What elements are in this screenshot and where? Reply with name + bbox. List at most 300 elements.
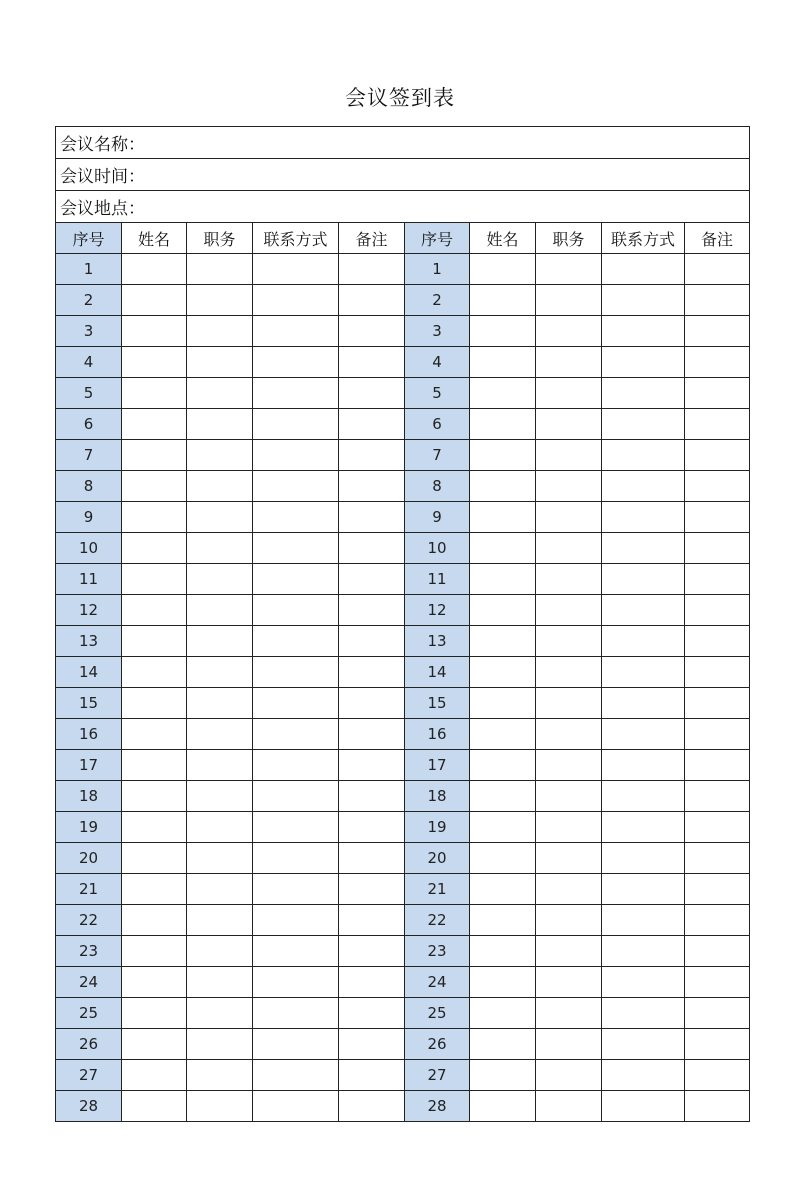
remarks-cell-right[interactable] xyxy=(685,595,750,626)
remarks-cell-left[interactable] xyxy=(339,688,405,719)
contact-cell-right[interactable] xyxy=(602,626,685,657)
position-cell-right[interactable] xyxy=(536,1060,602,1091)
seq-cell-right: 4 xyxy=(405,347,470,378)
table-row xyxy=(56,254,750,285)
position-cell-right[interactable] xyxy=(536,440,602,471)
seq-cell-right: 17 xyxy=(405,750,470,781)
position-cell-right[interactable] xyxy=(536,285,602,316)
name-cell-right[interactable] xyxy=(470,719,536,750)
name-cell-left[interactable] xyxy=(122,440,187,471)
seq-cell-left: 28 xyxy=(56,1091,122,1122)
name-cell-left[interactable] xyxy=(122,254,187,285)
contact-cell-left[interactable] xyxy=(253,533,339,564)
remarks-cell-left[interactable] xyxy=(339,812,405,843)
position-cell-right[interactable] xyxy=(536,471,602,502)
contact-cell-left[interactable] xyxy=(253,254,339,285)
remarks-cell-left[interactable] xyxy=(339,967,405,998)
position-cell-right[interactable] xyxy=(536,905,602,936)
contact-cell-right[interactable] xyxy=(602,843,685,874)
name-cell-right[interactable] xyxy=(470,905,536,936)
name-cell-left[interactable] xyxy=(122,502,187,533)
name-cell-right[interactable] xyxy=(470,936,536,967)
table-row xyxy=(56,1060,750,1091)
contact-cell-left[interactable] xyxy=(253,502,339,533)
position-cell-left[interactable] xyxy=(187,564,253,595)
seq-cell-right: 20 xyxy=(405,843,470,874)
position-cell-left[interactable] xyxy=(187,254,253,285)
name-cell-left[interactable] xyxy=(122,688,187,719)
name-cell-left[interactable] xyxy=(122,1060,187,1091)
remarks-cell-right[interactable] xyxy=(685,626,750,657)
remarks-cell-left[interactable] xyxy=(339,502,405,533)
contact-cell-left[interactable] xyxy=(253,750,339,781)
remarks-cell-left[interactable] xyxy=(339,254,405,285)
position-cell-right[interactable] xyxy=(536,409,602,440)
table-row xyxy=(56,781,750,812)
contact-cell-left[interactable] xyxy=(253,471,339,502)
remarks-cell-right[interactable] xyxy=(685,843,750,874)
header-remarks-right: 备注 xyxy=(685,223,750,254)
position-cell-left[interactable] xyxy=(187,440,253,471)
name-cell-left[interactable] xyxy=(122,843,187,874)
name-cell-left[interactable] xyxy=(122,1029,187,1060)
column-header-row xyxy=(56,223,750,254)
remarks-cell-right[interactable] xyxy=(685,750,750,781)
name-cell-left[interactable] xyxy=(122,812,187,843)
name-cell-left[interactable] xyxy=(122,967,187,998)
remarks-cell-left[interactable] xyxy=(339,905,405,936)
header-name-right: 姓名 xyxy=(470,223,536,254)
name-cell-left[interactable] xyxy=(122,533,187,564)
position-cell-right[interactable] xyxy=(536,967,602,998)
name-cell-right[interactable] xyxy=(470,564,536,595)
seq-cell-left: 4 xyxy=(56,347,122,378)
name-cell-right[interactable] xyxy=(470,688,536,719)
position-cell-right[interactable] xyxy=(536,750,602,781)
position-cell-right[interactable] xyxy=(536,688,602,719)
remarks-cell-right[interactable] xyxy=(685,688,750,719)
name-cell-left[interactable] xyxy=(122,378,187,409)
position-cell-left[interactable] xyxy=(187,719,253,750)
remarks-cell-right[interactable] xyxy=(685,874,750,905)
position-cell-right[interactable] xyxy=(536,874,602,905)
name-cell-right[interactable] xyxy=(470,657,536,688)
contact-cell-right[interactable] xyxy=(602,595,685,626)
contact-cell-left[interactable] xyxy=(253,905,339,936)
position-cell-right[interactable] xyxy=(536,843,602,874)
contact-cell-right[interactable] xyxy=(602,440,685,471)
remarks-cell-left[interactable] xyxy=(339,626,405,657)
seq-cell-right: 18 xyxy=(405,781,470,812)
remarks-cell-left[interactable] xyxy=(339,750,405,781)
remarks-cell-right[interactable] xyxy=(685,533,750,564)
remarks-cell-right[interactable] xyxy=(685,719,750,750)
contact-cell-left[interactable] xyxy=(253,719,339,750)
seq-cell-right: 23 xyxy=(405,936,470,967)
position-cell-right[interactable] xyxy=(536,254,602,285)
position-cell-left[interactable] xyxy=(187,285,253,316)
meeting-place-field[interactable]: 会议地点： xyxy=(56,191,750,223)
seq-cell-left: 16 xyxy=(56,719,122,750)
remarks-cell-right[interactable] xyxy=(685,657,750,688)
remarks-cell-left[interactable] xyxy=(339,440,405,471)
position-cell-right[interactable] xyxy=(536,719,602,750)
name-cell-right[interactable] xyxy=(470,378,536,409)
seq-cell-left: 21 xyxy=(56,874,122,905)
seq-cell-right: 24 xyxy=(405,967,470,998)
seq-cell-right: 12 xyxy=(405,595,470,626)
position-cell-left[interactable] xyxy=(187,688,253,719)
table-row xyxy=(56,688,750,719)
contact-cell-right[interactable] xyxy=(602,874,685,905)
remarks-cell-left[interactable] xyxy=(339,595,405,626)
name-cell-right[interactable] xyxy=(470,843,536,874)
remarks-cell-right[interactable] xyxy=(685,316,750,347)
position-cell-right[interactable] xyxy=(536,781,602,812)
name-cell-left[interactable] xyxy=(122,874,187,905)
table-row xyxy=(56,998,750,1029)
remarks-cell-right[interactable] xyxy=(685,905,750,936)
position-cell-left[interactable] xyxy=(187,409,253,440)
name-cell-left[interactable] xyxy=(122,1091,187,1122)
contact-cell-right[interactable] xyxy=(602,347,685,378)
seq-cell-right: 27 xyxy=(405,1060,470,1091)
name-cell-right[interactable] xyxy=(470,502,536,533)
contact-cell-left[interactable] xyxy=(253,1091,339,1122)
table-row xyxy=(56,967,750,998)
contact-cell-right[interactable] xyxy=(602,905,685,936)
position-cell-right[interactable] xyxy=(536,533,602,564)
name-cell-left[interactable] xyxy=(122,905,187,936)
name-cell-left[interactable] xyxy=(122,936,187,967)
remarks-cell-left[interactable] xyxy=(339,347,405,378)
contact-cell-right[interactable] xyxy=(602,1029,685,1060)
position-cell-left[interactable] xyxy=(187,533,253,564)
name-cell-right[interactable] xyxy=(470,998,536,1029)
meeting-name-field[interactable]: 会议名称： xyxy=(56,127,750,159)
contact-cell-right[interactable] xyxy=(602,471,685,502)
position-cell-right[interactable] xyxy=(536,502,602,533)
name-cell-left[interactable] xyxy=(122,409,187,440)
name-cell-right[interactable] xyxy=(470,533,536,564)
remarks-cell-left[interactable] xyxy=(339,1091,405,1122)
remarks-cell-left[interactable] xyxy=(339,843,405,874)
position-cell-right[interactable] xyxy=(536,595,602,626)
contact-cell-left[interactable] xyxy=(253,936,339,967)
name-cell-left[interactable] xyxy=(122,719,187,750)
remarks-cell-left[interactable] xyxy=(339,471,405,502)
contact-cell-right[interactable] xyxy=(602,1091,685,1122)
name-cell-right[interactable] xyxy=(470,595,536,626)
seq-cell-right: 7 xyxy=(405,440,470,471)
table-row xyxy=(56,502,750,533)
seq-cell-right: 9 xyxy=(405,502,470,533)
table-row xyxy=(56,936,750,967)
remarks-cell-right[interactable] xyxy=(685,998,750,1029)
contact-cell-left[interactable] xyxy=(253,409,339,440)
contact-cell-left[interactable] xyxy=(253,440,339,471)
seq-cell-left: 22 xyxy=(56,905,122,936)
name-cell-left[interactable] xyxy=(122,998,187,1029)
name-cell-right[interactable] xyxy=(470,626,536,657)
name-cell-right[interactable] xyxy=(470,1060,536,1091)
remarks-cell-right[interactable] xyxy=(685,564,750,595)
position-cell-left[interactable] xyxy=(187,998,253,1029)
seq-cell-left: 24 xyxy=(56,967,122,998)
position-cell-left[interactable] xyxy=(187,905,253,936)
contact-cell-left[interactable] xyxy=(253,657,339,688)
remarks-cell-right[interactable] xyxy=(685,285,750,316)
contact-cell-right[interactable] xyxy=(602,502,685,533)
table-row xyxy=(56,1091,750,1122)
seq-cell-left: 3 xyxy=(56,316,122,347)
header-seq-left: 序号 xyxy=(56,223,122,254)
position-cell-right[interactable] xyxy=(536,564,602,595)
contact-cell-right[interactable] xyxy=(602,657,685,688)
contact-cell-right[interactable] xyxy=(602,378,685,409)
table-row xyxy=(56,595,750,626)
position-cell-right[interactable] xyxy=(536,812,602,843)
position-cell-left[interactable] xyxy=(187,967,253,998)
header-contact-left: 联系方式 xyxy=(253,223,339,254)
position-cell-right[interactable] xyxy=(536,347,602,378)
page-title: 会议签到表 xyxy=(345,86,455,110)
remarks-cell-left[interactable] xyxy=(339,533,405,564)
contact-cell-left[interactable] xyxy=(253,1060,339,1091)
contact-cell-left[interactable] xyxy=(253,1029,339,1060)
contact-cell-right[interactable] xyxy=(602,936,685,967)
contact-cell-right[interactable] xyxy=(602,750,685,781)
contact-cell-left[interactable] xyxy=(253,688,339,719)
contact-cell-right[interactable] xyxy=(602,533,685,564)
seq-cell-right: 25 xyxy=(405,998,470,1029)
contact-cell-right[interactable] xyxy=(602,254,685,285)
remarks-cell-left[interactable] xyxy=(339,936,405,967)
seq-cell-left: 25 xyxy=(56,998,122,1029)
contact-cell-right[interactable] xyxy=(602,409,685,440)
name-cell-right[interactable] xyxy=(470,347,536,378)
remarks-cell-right[interactable] xyxy=(685,781,750,812)
remarks-cell-right[interactable] xyxy=(685,440,750,471)
position-cell-left[interactable] xyxy=(187,874,253,905)
name-cell-left[interactable] xyxy=(122,750,187,781)
contact-cell-left[interactable] xyxy=(253,626,339,657)
remarks-cell-left[interactable] xyxy=(339,316,405,347)
contact-cell-left[interactable] xyxy=(253,564,339,595)
contact-cell-left[interactable] xyxy=(253,812,339,843)
position-cell-left[interactable] xyxy=(187,595,253,626)
meeting-time-field[interactable]: 会议时间： xyxy=(56,159,750,191)
seq-cell-right: 26 xyxy=(405,1029,470,1060)
name-cell-left[interactable] xyxy=(122,657,187,688)
contact-cell-right[interactable] xyxy=(602,998,685,1029)
contact-cell-left[interactable] xyxy=(253,967,339,998)
position-cell-left[interactable] xyxy=(187,1029,253,1060)
table-row xyxy=(56,440,750,471)
seq-cell-right: 2 xyxy=(405,285,470,316)
contact-cell-left[interactable] xyxy=(253,378,339,409)
name-cell-right[interactable] xyxy=(470,750,536,781)
remarks-cell-left[interactable] xyxy=(339,657,405,688)
position-cell-left[interactable] xyxy=(187,812,253,843)
remarks-cell-right[interactable] xyxy=(685,254,750,285)
seq-cell-left: 11 xyxy=(56,564,122,595)
table-row xyxy=(56,409,750,440)
position-cell-right[interactable] xyxy=(536,1029,602,1060)
position-cell-left[interactable] xyxy=(187,502,253,533)
position-cell-left[interactable] xyxy=(187,843,253,874)
seq-cell-right: 3 xyxy=(405,316,470,347)
table-row xyxy=(56,750,750,781)
table-row xyxy=(56,843,750,874)
remarks-cell-left[interactable] xyxy=(339,378,405,409)
name-cell-right[interactable] xyxy=(470,967,536,998)
seq-cell-right: 5 xyxy=(405,378,470,409)
contact-cell-left[interactable] xyxy=(253,316,339,347)
seq-cell-right: 14 xyxy=(405,657,470,688)
position-cell-left[interactable] xyxy=(187,750,253,781)
name-cell-right[interactable] xyxy=(470,874,536,905)
seq-cell-left: 20 xyxy=(56,843,122,874)
seq-cell-left: 19 xyxy=(56,812,122,843)
remarks-cell-left[interactable] xyxy=(339,998,405,1029)
remarks-cell-right[interactable] xyxy=(685,378,750,409)
seq-cell-right: 11 xyxy=(405,564,470,595)
table-row xyxy=(56,874,750,905)
remarks-cell-left[interactable] xyxy=(339,564,405,595)
contact-cell-left[interactable] xyxy=(253,998,339,1029)
contact-cell-right[interactable] xyxy=(602,812,685,843)
sign-in-table xyxy=(55,126,750,1122)
seq-cell-left: 23 xyxy=(56,936,122,967)
remarks-cell-right[interactable] xyxy=(685,409,750,440)
position-cell-right[interactable] xyxy=(536,316,602,347)
position-cell-left[interactable] xyxy=(187,347,253,378)
contact-cell-right[interactable] xyxy=(602,316,685,347)
name-cell-right[interactable] xyxy=(470,812,536,843)
name-cell-right[interactable] xyxy=(470,781,536,812)
seq-cell-left: 14 xyxy=(56,657,122,688)
name-cell-right[interactable] xyxy=(470,1029,536,1060)
contact-cell-right[interactable] xyxy=(602,781,685,812)
remarks-cell-left[interactable] xyxy=(339,409,405,440)
contact-cell-left[interactable] xyxy=(253,285,339,316)
position-cell-left[interactable] xyxy=(187,471,253,502)
name-cell-right[interactable] xyxy=(470,409,536,440)
position-cell-left[interactable] xyxy=(187,936,253,967)
remarks-cell-right[interactable] xyxy=(685,1060,750,1091)
contact-cell-left[interactable] xyxy=(253,347,339,378)
contact-cell-right[interactable] xyxy=(602,285,685,316)
table-row xyxy=(56,626,750,657)
table-row xyxy=(56,316,750,347)
name-cell-left[interactable] xyxy=(122,564,187,595)
remarks-cell-right[interactable] xyxy=(685,347,750,378)
remarks-cell-right[interactable] xyxy=(685,812,750,843)
position-cell-left[interactable] xyxy=(187,1091,253,1122)
name-cell-right[interactable] xyxy=(470,254,536,285)
table-row xyxy=(56,657,750,688)
name-cell-right[interactable] xyxy=(470,285,536,316)
contact-cell-left[interactable] xyxy=(253,843,339,874)
seq-cell-right: 19 xyxy=(405,812,470,843)
contact-cell-left[interactable] xyxy=(253,781,339,812)
seq-cell-right: 13 xyxy=(405,626,470,657)
seq-cell-right: 1 xyxy=(405,254,470,285)
seq-cell-left: 18 xyxy=(56,781,122,812)
table-row xyxy=(56,285,750,316)
remarks-cell-right[interactable] xyxy=(685,1029,750,1060)
seq-cell-right: 16 xyxy=(405,719,470,750)
table-row xyxy=(56,347,750,378)
remarks-cell-right[interactable] xyxy=(685,502,750,533)
position-cell-left[interactable] xyxy=(187,1060,253,1091)
remarks-cell-left[interactable] xyxy=(339,781,405,812)
remarks-cell-right[interactable] xyxy=(685,967,750,998)
position-cell-right[interactable] xyxy=(536,378,602,409)
position-cell-right[interactable] xyxy=(536,657,602,688)
table-row xyxy=(56,533,750,564)
position-cell-left[interactable] xyxy=(187,626,253,657)
seq-cell-left: 7 xyxy=(56,440,122,471)
name-cell-left[interactable] xyxy=(122,595,187,626)
remarks-cell-left[interactable] xyxy=(339,874,405,905)
contact-cell-right[interactable] xyxy=(602,1060,685,1091)
name-cell-right[interactable] xyxy=(470,316,536,347)
position-cell-left[interactable] xyxy=(187,657,253,688)
seq-cell-left: 6 xyxy=(56,409,122,440)
seq-cell-left: 12 xyxy=(56,595,122,626)
position-cell-left[interactable] xyxy=(187,378,253,409)
name-cell-left[interactable] xyxy=(122,285,187,316)
remarks-cell-left[interactable] xyxy=(339,1060,405,1091)
position-cell-left[interactable] xyxy=(187,316,253,347)
seq-cell-right: 10 xyxy=(405,533,470,564)
contact-cell-right[interactable] xyxy=(602,719,685,750)
position-cell-right[interactable] xyxy=(536,626,602,657)
seq-cell-right: 15 xyxy=(405,688,470,719)
position-cell-right[interactable] xyxy=(536,998,602,1029)
contact-cell-left[interactable] xyxy=(253,874,339,905)
contact-cell-left[interactable] xyxy=(253,595,339,626)
name-cell-left[interactable] xyxy=(122,781,187,812)
position-cell-right[interactable] xyxy=(536,936,602,967)
name-cell-left[interactable] xyxy=(122,347,187,378)
contact-cell-right[interactable] xyxy=(602,688,685,719)
contact-cell-right[interactable] xyxy=(602,564,685,595)
seq-cell-left: 2 xyxy=(56,285,122,316)
name-cell-right[interactable] xyxy=(470,440,536,471)
remarks-cell-left[interactable] xyxy=(339,285,405,316)
remarks-cell-right[interactable] xyxy=(685,936,750,967)
name-cell-left[interactable] xyxy=(122,471,187,502)
contact-cell-right[interactable] xyxy=(602,967,685,998)
name-cell-right[interactable] xyxy=(470,1091,536,1122)
table-row xyxy=(56,564,750,595)
position-cell-left[interactable] xyxy=(187,781,253,812)
position-cell-right[interactable] xyxy=(536,1091,602,1122)
name-cell-left[interactable] xyxy=(122,316,187,347)
remarks-cell-left[interactable] xyxy=(339,1029,405,1060)
seq-cell-right: 6 xyxy=(405,409,470,440)
name-cell-right[interactable] xyxy=(470,471,536,502)
header-name-left: 姓名 xyxy=(122,223,187,254)
remarks-cell-right[interactable] xyxy=(685,471,750,502)
name-cell-left[interactable] xyxy=(122,626,187,657)
remarks-cell-right[interactable] xyxy=(685,1091,750,1122)
remarks-cell-left[interactable] xyxy=(339,719,405,750)
seq-cell-right: 21 xyxy=(405,874,470,905)
